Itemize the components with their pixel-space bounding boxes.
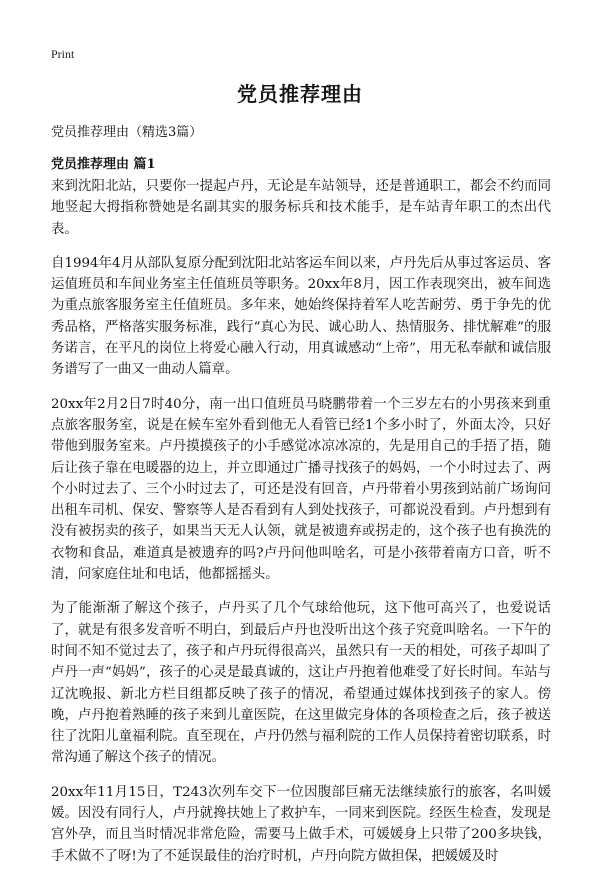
paragraph: 20xx年11月15日，T243次列车交下一位因腹部巨痛无法继续旅行的旅客，名叫媛媛。因没有同行人，卢丹就搀扶她上了救护车，一同来到医院。经医生检查，发现是宫外孕，而且当时情况非常危险，需要马上做手术，可媛媛身上只带了200多块钱，手术做不了呀!为了不延误最佳的治疗时机，卢丹向院方做担保，把媛媛及时: [51, 784, 551, 864]
document-subtitle: 党员推荐理由（精选3篇）: [51, 125, 203, 140]
paragraph: 自1994年4月从部队复原分配到沈阳北站客运车间以来，卢丹先后从事过客运员、客运值班员和车间业务室主任值班员等职务。20xx年8月，因工作表现突出，被车间选为重点旅客服务室主任值班员。多年来，她始终保持着军人吃苦耐劳、勇于争先的优秀品格，严格落实服务标准，践行“真心为民、诚心助人、热情服务、排忧解难”的服务诺言，在平凡的岗位上将爱心融入行动，用真诚感动“上帝”，用无私奉献和诚信服务谱写了一曲又一曲动人篇章。: [51, 255, 551, 378]
paragraph: 来到沈阳北站，只要你一提起卢丹，无论是车站领导，还是普通职工，都会不约而同地竖起大拇指称赞她是名副其实的服务标兵和技术能手，是车站青年职工的杰出代表。: [51, 179, 551, 237]
paragraph: 20xx年2月2日7时40分，南一出口值班员马晓鹏带着一个三岁左右的小男孩来到重点旅客服务室，说是在候车室外看到他无人看管已经1个多小时了，外面太冷，只好带他到服务室来。卢丹摸摸孩子的小手感觉冰凉冰凉的，先是用自己的手捂了捂，随后让孩子靠在电暖器的边上，并立即通过广播寻找孩子的妈妈，一个小时过去了、两个小时过去了、三个小时过去了，可还是没有回音，卢丹带着小男孩到站前广场询问出租车司机、保安、警察等人是否看到有人到处找孩子，可都说没看到。卢丹想到有没有被拐卖的孩子，如果当天无人认领，就是被遗弃或拐走的，这个孩子也有换洗的衣物和食品，难道真是被遗弃的吗?卢丹问他叫啥名，可是小孩带着南方口音，听不清，问家庭住址和电话，他都摇摇头。: [51, 396, 551, 583]
document-body: [51, 176, 551, 880]
paragraph: 为了能渐渐了解这个孩子，卢丹买了几个气球给他玩，这下他可高兴了，也爱说话了，就是有很多发音听不明白，到最后卢丹也没听出这个孩子究竟叫啥名。一下午的时间不知不觉过去了，孩子和卢丹玩得很高兴，虽然只有一天的相处，可孩子却叫了卢丹一声“妈妈”，孩子的心灵是最真诚的，这让卢丹抱着他难受了好长时间。车站与辽沈晚报、新北方栏目组都反映了孩子的情况，希望通过媒体找到孩子的家人。傍晚，卢丹抱着熟睡的孩子来到儿童医院，在这里做完身体的各项检查之后，孩子被送往了沈阳儿童福利院。直至现在，卢丹仍然与福利院的工作人员保持着密切联系，时常沟通了解这个孩子的情况。: [51, 601, 551, 766]
section-heading: 党员推荐理由 篇1: [51, 157, 156, 172]
page-title: 党员推荐理由: [237, 82, 363, 106]
print-label: Print: [51, 47, 75, 61]
